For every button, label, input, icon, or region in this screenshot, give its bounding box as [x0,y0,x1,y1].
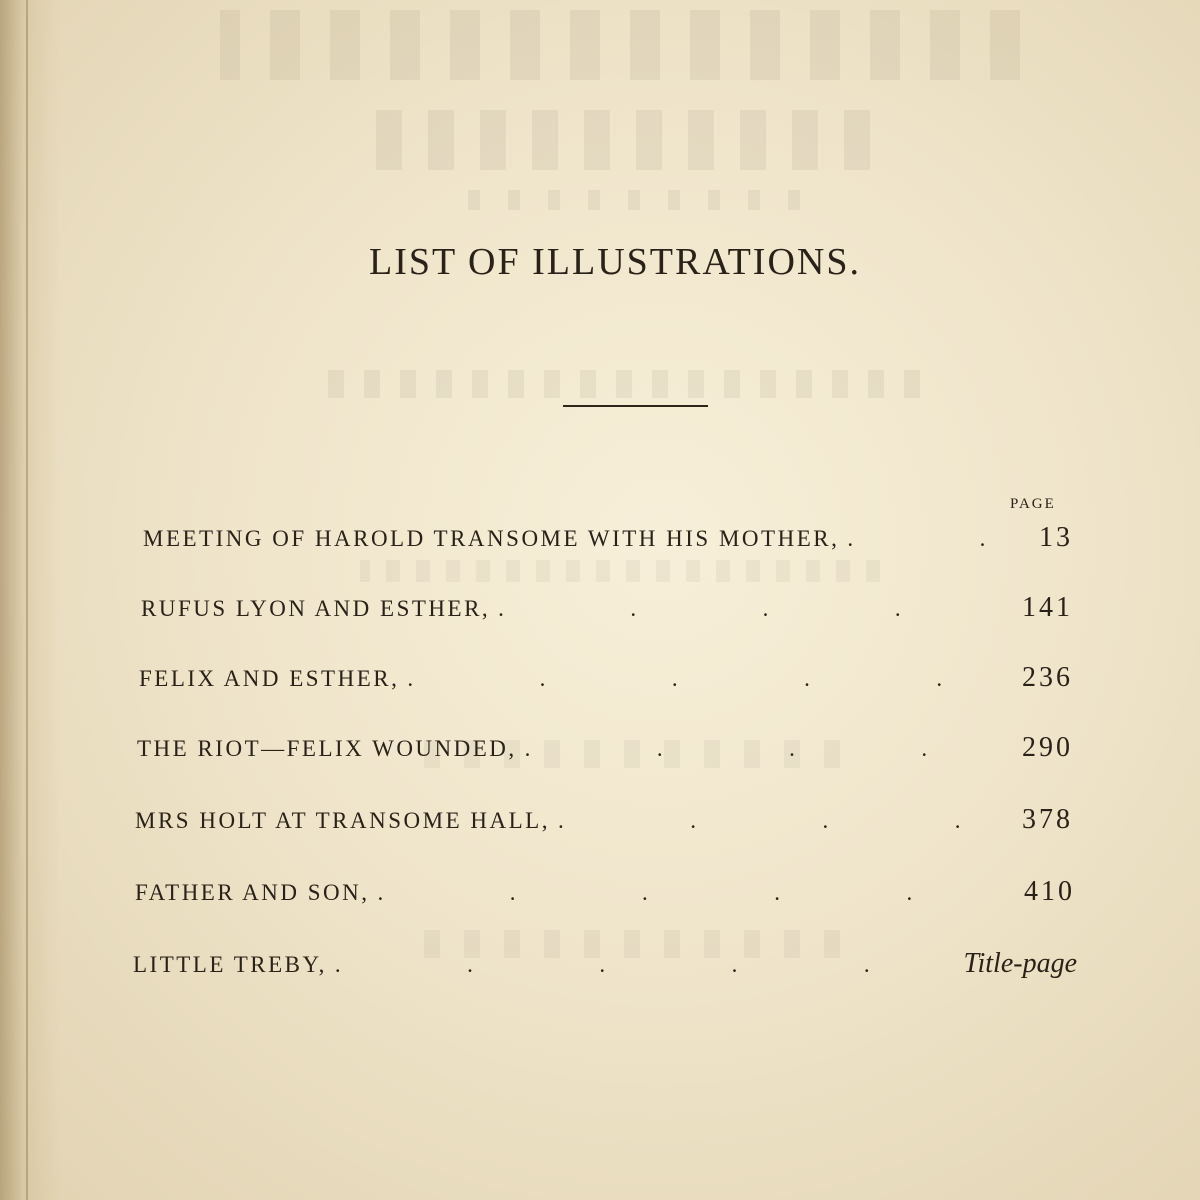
list-item [137,732,1073,772]
page-number: 13 [1039,522,1073,553]
dot-leader [517,736,1022,762]
page-column-heading: PAGE [1010,496,1056,512]
book-gutter [0,0,60,1200]
page-number: Title-page [963,948,1077,979]
title-divider [563,405,708,407]
page-number: 378 [1022,804,1073,835]
page-title: LIST OF ILLUSTRATIONS. [369,241,861,283]
list-item [139,662,1073,702]
illustration-title: FATHER AND SON, [135,880,370,905]
dot-leader [839,526,1039,552]
dot-leader [399,666,1022,692]
dot-leader [370,880,1024,906]
dot-leader [550,808,1022,834]
gutter-fold [26,0,28,1200]
illustration-title: RUFUS LYON AND ESTHER, [141,596,491,621]
illustration-title: THE RIOT—FELIX WOUNDED, [137,736,517,761]
list-item [135,804,1073,844]
list-item [143,522,1073,562]
page-number: 290 [1022,732,1073,763]
page-number: 141 [1022,592,1073,623]
dot-leader [327,952,964,978]
illustration-title: MRS HOLT AT TRANSOME HALL, [135,808,550,833]
illustration-title: FELIX AND ESTHER, [139,666,400,691]
illustration-title: MEETING OF HAROLD TRANSOME WITH HIS MOTHER, [143,526,840,551]
page-number: 410 [1024,876,1075,907]
dot-leader [490,596,1022,622]
page-number: 236 [1022,662,1073,693]
illustration-title: LITTLE TREBY, [133,952,327,977]
list-item [141,592,1073,632]
list-item [135,876,1075,916]
list-item [133,948,1077,988]
